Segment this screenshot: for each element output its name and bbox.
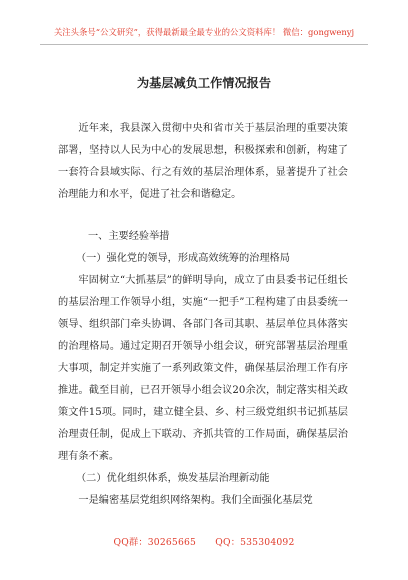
header-note: 关注头条号“公文研究”，获得最新最全最专业的公文资料库！ 微信：gongwenyj — [53, 27, 355, 37]
subsection-heading-2: （二）优化组织体系，焕发基层治理新动能 — [76, 473, 270, 484]
section-heading-1: 一、主要经验举措 — [88, 231, 170, 242]
footer-qq-group: QQ群：30265665 — [113, 537, 197, 548]
page-title: 为基层减负工作情况报告 — [136, 76, 272, 90]
subsection-body-1: 牢固树立“大抓基层”的鲜明导向，成立了由县委书记任组长的基层治理工作领导小组，实施“一把手”工程构建了由县委统一领导、组织部门牵头协调、各部门各司其职、基层单位具体落实的治理格局。通过定期召开领导小组会议，研究部署基层治理重大事项，制定并实施了一系列政策文件，确保基层治理工作有序推进。截至目前，已召开领导小组会议20余次，制定落实相关政策文件15项。同时，建立健全县、乡、村三级党组织书记抓基层治理责任制，促成上下联动、齐抓共管的工作局面，确保基层治理有条不紊。 — [58, 275, 348, 462]
subsection-heading-1: （一）强化党的领导，形成高效统筹的治理格局 — [76, 253, 290, 264]
intro-paragraph: 近年来，我县深入贯彻中央和省市关于基层治理的重要决策部署，坚持以人民为中心的发展思想，积极探索和创新，构建了一套符合县域实际、行之有效的基层治理体系，显著提升了社会治理能力和水平，促进了社会和谐稳定。 — [58, 123, 348, 200]
footer-contact — [0, 534, 408, 548]
footer-qq: QQ：535304092 — [215, 537, 295, 548]
header-divider — [40, 44, 368, 45]
subsection-body-2: 一是编密基层党组织网络架构。我们全面强化基层党 — [78, 495, 313, 506]
